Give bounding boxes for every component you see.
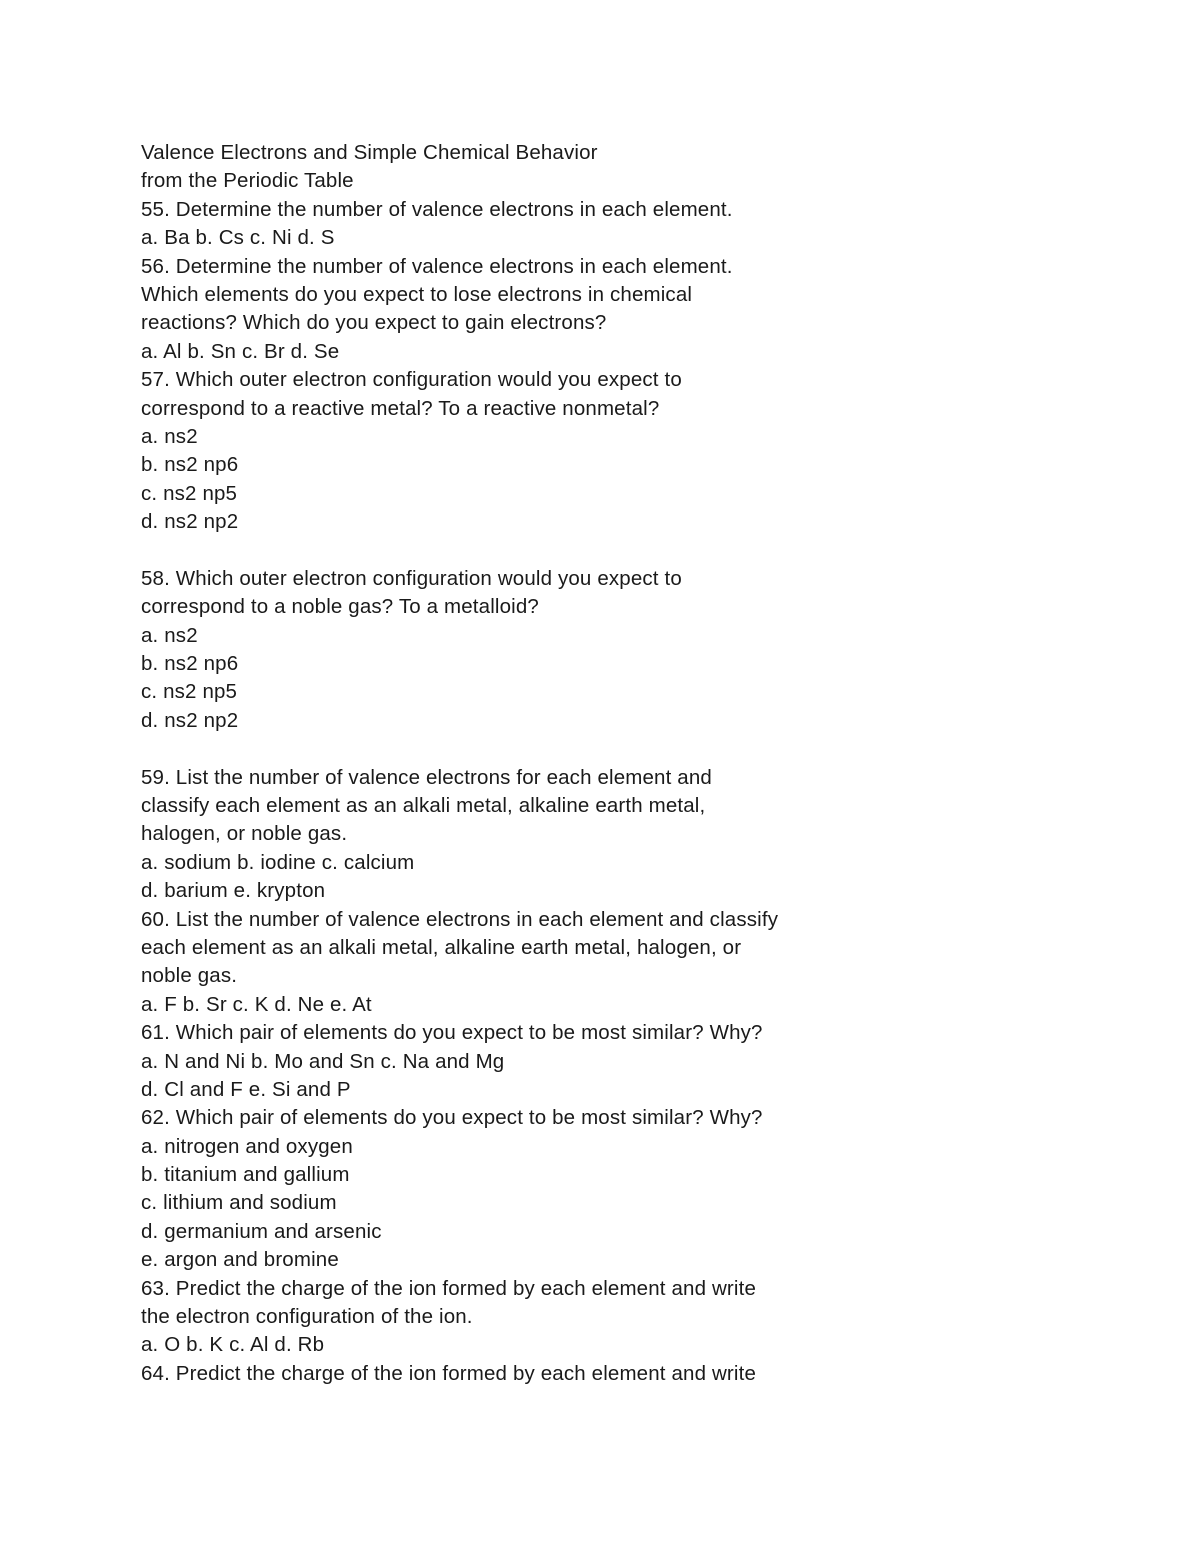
text-line: 63. Predict the charge of the ion formed by each element and write (141, 1276, 756, 1300)
text-line: a. Ba b. Cs c. Ni d. S (141, 226, 335, 250)
document-title: Valence Electrons and Simple Chemical Behavior (141, 141, 598, 164)
text-line: a. sodium b. iodine c. calcium (141, 850, 415, 874)
text-line: 57. Which outer electron configuration would you expect to (141, 368, 682, 392)
text-line: b. titanium and gallium (141, 1163, 350, 1187)
text-line: c. lithium and sodium (141, 1191, 337, 1215)
text-line: 56. Determine the number of valence electrons in each element. (141, 254, 733, 278)
document-subtitle: from the Periodic Table (141, 169, 354, 193)
text-line: a. F b. Sr c. K d. Ne e. At (141, 992, 372, 1016)
text-line: a. O b. K c. Al d. Rb (141, 1333, 325, 1357)
text-line: 61. Which pair of elements do you expect to be most similar? Why? (141, 1021, 763, 1045)
text-line: noble gas. (141, 964, 238, 988)
text-line: 58. Which outer electron configuration would you expect to (141, 566, 682, 590)
text-line: 55. Determine the number of valence electrons in each element. (141, 197, 733, 221)
text-line: 59. List the number of valence electrons for each element and (141, 765, 712, 789)
text-line: d. germanium and arsenic (141, 1219, 382, 1243)
text-line: a. ns2 (141, 424, 198, 448)
text-line: d. Cl and F e. Si and P (141, 1077, 351, 1101)
text-line: c. ns2 np5 (141, 680, 238, 704)
text-line: 64. Predict the charge of the ion formed by each element and write (141, 1361, 756, 1385)
text-line: Which elements do you expect to lose electrons in chemical (141, 282, 693, 306)
text-line: correspond to a noble gas? To a metalloid? (141, 595, 539, 619)
text-line: a. Al b. Sn c. Br d. Se (141, 339, 340, 363)
document-body (141, 139, 841, 1388)
text-line: a. ns2 (141, 623, 198, 647)
text-line: b. ns2 np6 (141, 652, 239, 676)
text-line: correspond to a reactive metal? To a reactive nonmetal? (141, 396, 660, 420)
text-line: d. ns2 np2 (141, 510, 239, 534)
text-line: 62. Which pair of elements do you expect to be most similar? Why? (141, 1106, 763, 1130)
blank-line (141, 735, 841, 763)
text-line: a. nitrogen and oxygen (141, 1134, 353, 1158)
text-line: d. ns2 np2 (141, 708, 239, 732)
text-line: reactions? Which do you expect to gain electrons? (141, 311, 607, 335)
text-line: each element as an alkali metal, alkaline earth metal, halogen, or (141, 935, 742, 959)
text-line: b. ns2 np6 (141, 453, 239, 477)
text-line: d. barium e. krypton (141, 879, 326, 903)
text-line: classify each element as an alkali metal, alkaline earth metal, (141, 793, 706, 817)
text-line: c. ns2 np5 (141, 481, 238, 505)
blank-line (141, 536, 841, 564)
text-line: halogen, or noble gas. (141, 822, 348, 846)
text-line: e. argon and bromine (141, 1248, 339, 1272)
text-line: the electron configuration of the ion. (141, 1305, 473, 1329)
text-line: a. N and Ni b. Mo and Sn c. Na and Mg (141, 1049, 505, 1073)
text-line: 60. List the number of valence electrons in each element and classify (141, 907, 779, 931)
